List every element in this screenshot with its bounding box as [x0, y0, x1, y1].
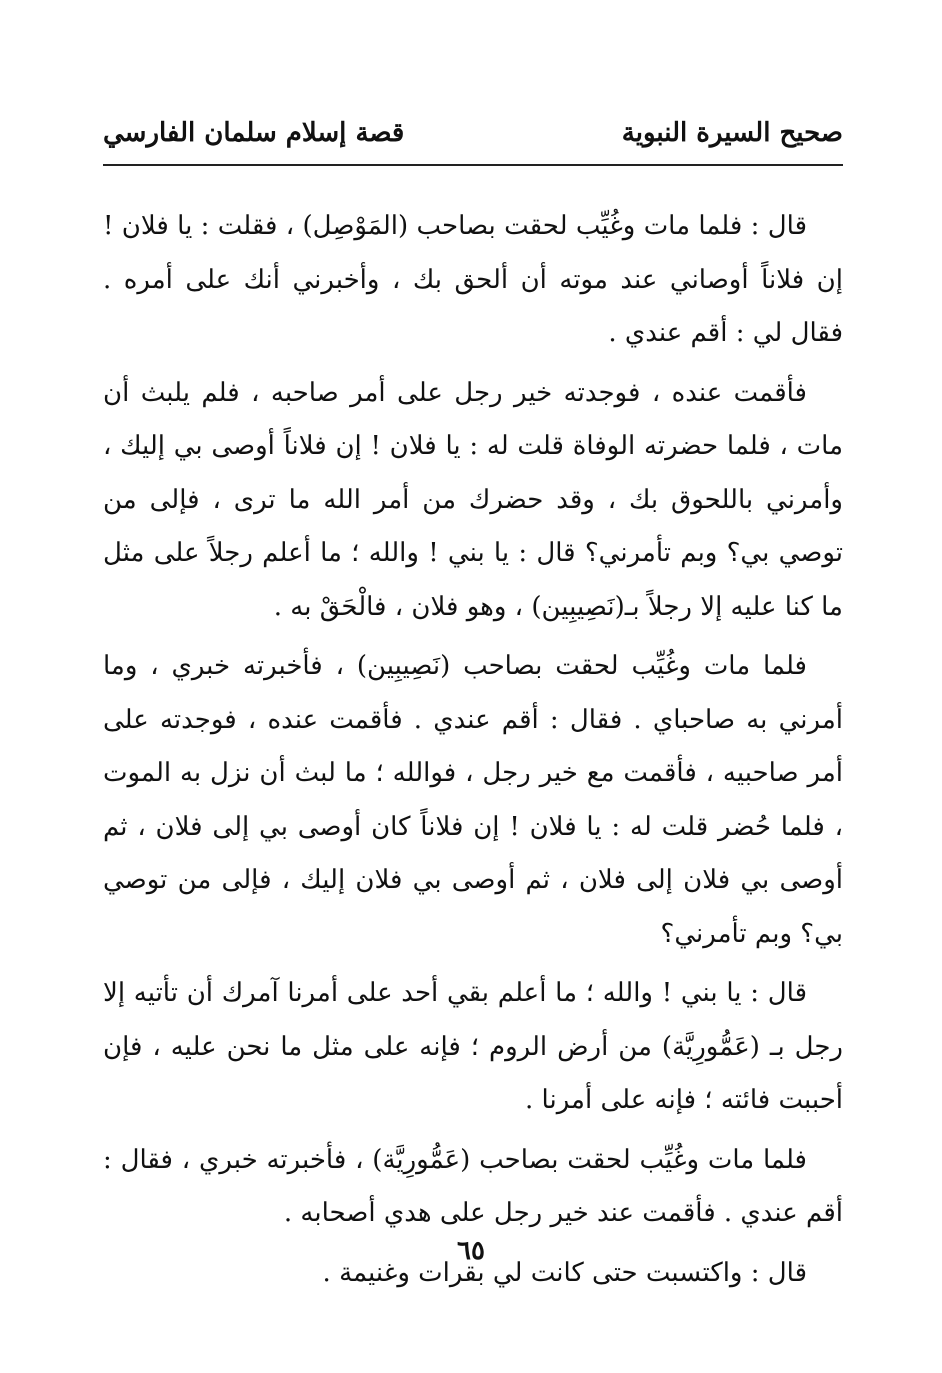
paragraph: فأقمت عنده ، فوجدته خير رجل على أمر صاحبه ، فلم يلبث أن مات ، فلما حضرته الوفاة قلت له : يا فلان ! إن فلاناً أوصى بي إليك ، وأمرني باللحوق بك ، وقد حضرك من أمر الله ما ترى ، فإلى من توصي بي؟ وبم تأمرني؟ قال : يا بني ! والله ؛ ما أعلم رجلاً على مثل ما كنا عليه إلا رجلاً بـ(نَصِيبِين) ، وهو فلان ، فالْحَقْ به .	[103, 377, 843, 622]
paragraph: فلما مات وغُيِّب لحقت بصاحب (عَمُّورِيَّة) ، فأخبرته خبري ، فقال : أقم عندي . فأقمت عند خير رجل على هدي أصحابه .	[103, 1144, 843, 1228]
book-title: صحيح السيرة النبوية	[621, 118, 843, 148]
paragraph: فلما مات وغُيِّب لحقت بصاحب (نَصِيبِين) ، فأخبرته خبري ، وما أمرني به صاحباي . فقال : أقم عندي . فأقمت عنده ، فوجدته على أمر صاحبيه ، فأقمت مع خير رجل ، فوالله ؛ ما لبث أن نزل به الموت ، فلما حُضر قلت له : يا فلان ! إن فلاناً كان أوصى بي إلى فلان ، ثم أوصى بي فلان إلى فلان ، ثم أوصى بي فلان إليك ، فإلى من توصي بي؟ وبم تأمرني؟	[103, 651, 843, 949]
paragraph: قال : واكتسبت حتى كانت لي بقرات وغنيمة .	[322, 1257, 807, 1288]
paragraph: قال : فلما مات وغُيِّب لحقت بصاحب (المَوْصِل) ، فقلت : يا فلان ! إن فلاناً أوصاني عند موته أن ألحق بك ، وأخبرني أنك على أمره . فقال لي : أقم عندي .	[103, 211, 843, 348]
header-divider	[103, 164, 843, 166]
running-header	[103, 118, 843, 158]
body-text	[103, 200, 843, 1306]
chapter-title: قصة إسلام سلمان الفارسي	[103, 118, 405, 148]
page-number: ٦٥	[457, 1236, 485, 1266]
paragraph: قال : يا بني ! والله ؛ ما أعلم بقي أحد على أمرنا آمرك أن تأتيه إلا رجل بـ (عَمُّورِيَّة) من أرض الروم ؛ فإنه على مثل ما نحن عليه ، فإن أحببت فائته ؛ فإنه على أمرنا .	[103, 978, 843, 1115]
